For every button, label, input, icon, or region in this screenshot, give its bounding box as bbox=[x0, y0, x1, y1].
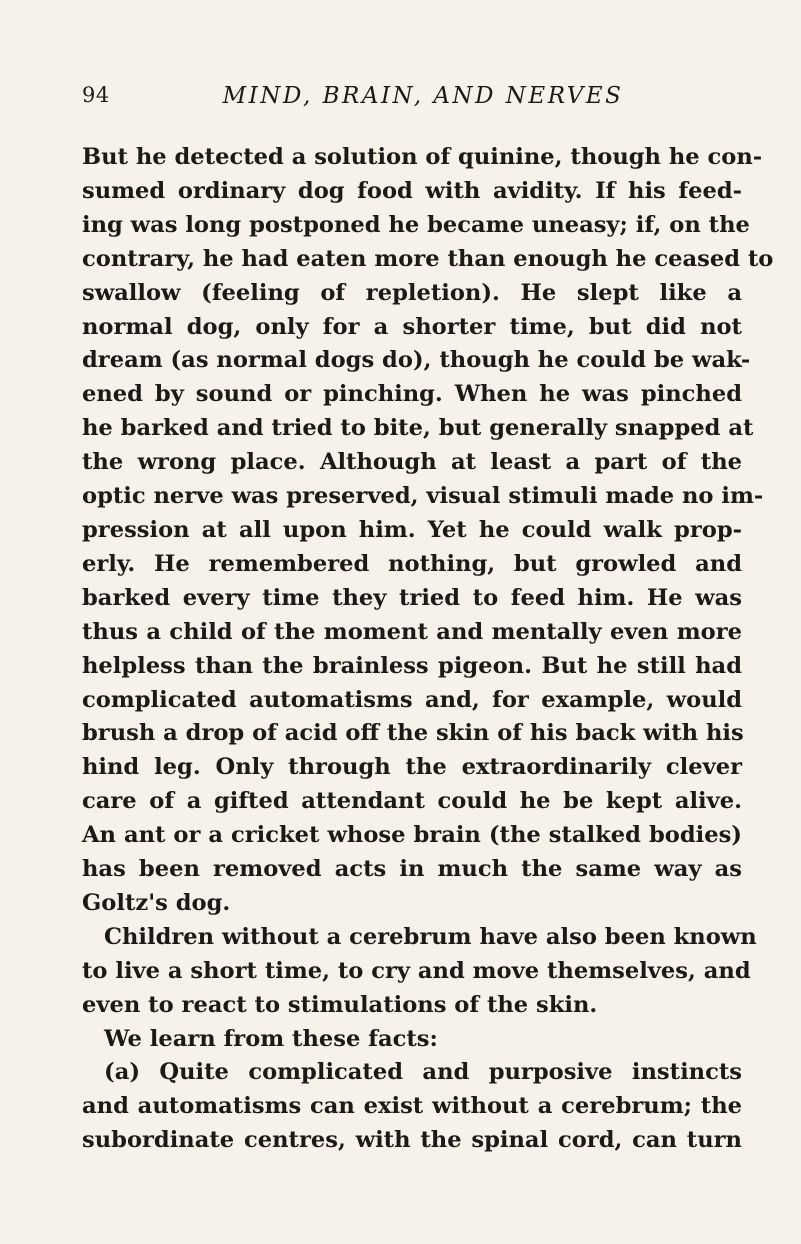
text-line: brush a drop of acid off the skin of his back with his bbox=[82, 720, 744, 747]
text-line: contrary, he had eaten more than enough he ceased to bbox=[82, 245, 774, 272]
text-line: helpless than the brainless pigeon. But he still had bbox=[82, 652, 742, 679]
text-line: barked every time they tried to feed him. He was bbox=[82, 584, 742, 611]
text-line: An ant or a cricket whose brain (the stalked bodies) bbox=[82, 822, 742, 849]
text-line: optic nerve was preserved, visual stimuli made no im- bbox=[82, 483, 764, 510]
text-line: the wrong place. Although at least a part of the bbox=[82, 449, 742, 476]
text-line: normal dog, only for a shorter time, but did not bbox=[82, 313, 742, 340]
text-line: hind leg. Only through the extraordinarily clever bbox=[82, 754, 742, 781]
page-number: 94 bbox=[82, 83, 110, 107]
text-line: thus a child of the moment and mentally even more bbox=[82, 618, 742, 645]
text-line: and automatisms can exist without a cerebrum; the bbox=[82, 1093, 742, 1120]
text-line: has been removed acts in much the same way as bbox=[82, 856, 742, 883]
text-line: (a) Quite complicated and purposive instincts bbox=[104, 1059, 742, 1086]
running-head bbox=[82, 83, 742, 115]
body-text bbox=[82, 141, 774, 1158]
text-line: swallow (feeling of repletion). He slept like a bbox=[82, 279, 742, 306]
text-line: ing was long postponed he became uneasy; if, on the bbox=[82, 211, 750, 238]
text-line: sumed ordinary dog food with avidity. If his feed- bbox=[82, 177, 742, 204]
text-line: Children without a cerebrum have also been known bbox=[104, 923, 757, 950]
running-title: MIND, BRAIN, AND NERVES bbox=[222, 83, 624, 109]
text-line: We learn from these facts: bbox=[104, 1025, 438, 1052]
text-line: he barked and tried to bite, but generally snapped at bbox=[82, 415, 754, 442]
text-line: even to react to stimulations of the skin. bbox=[82, 991, 598, 1018]
text-line: dream (as normal dogs do), though he could be wak- bbox=[82, 347, 751, 374]
text-line: pression at all upon him. Yet he could walk prop- bbox=[82, 516, 742, 543]
text-line: But he detected a solution of quinine, though he con- bbox=[82, 144, 763, 170]
text-line: ened by sound or pinching. When he was pinched bbox=[82, 381, 742, 408]
text-line: erly. He remembered nothing, but growled and bbox=[82, 550, 742, 577]
text-line: subordinate centres, with the spinal cord, can turn bbox=[82, 1127, 742, 1154]
text-line: complicated automatisms and, for example, would bbox=[82, 686, 742, 713]
text-line: to live a short time, to cry and move themselves, and bbox=[82, 957, 751, 984]
text-line: Goltz's dog. bbox=[82, 889, 231, 916]
text-line: care of a gifted attendant could he be kept alive. bbox=[82, 788, 742, 815]
